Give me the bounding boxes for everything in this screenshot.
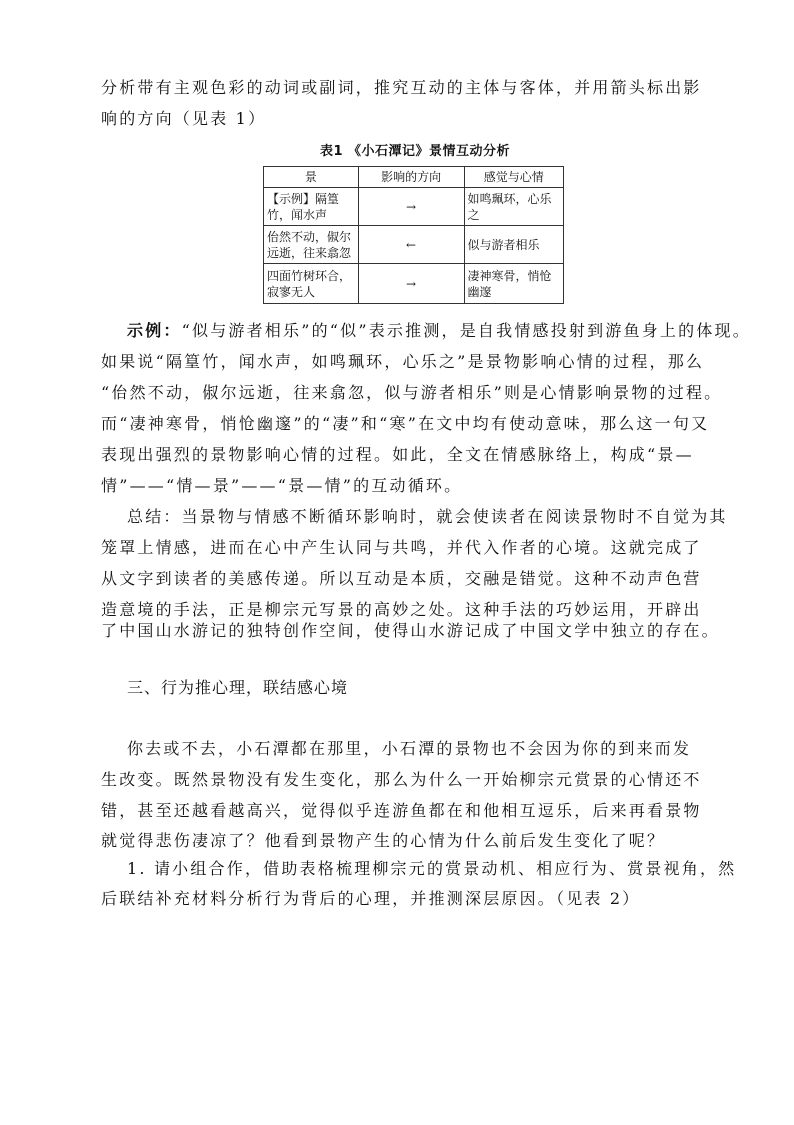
table-caption: 表1 《小石潭记》景情互动分析 [319,144,511,159]
summary-line-5: 了中国山水游记的独特创作空间，使得山水游记成了中国文学中独立的存在。 [101,621,720,640]
feeling-cell: 似与游者相乐 [464,226,564,264]
section-para-line-2: 生改变。既然景物没有发生变化，那么为什么一开始柳宗元赏景的心情还不 [101,770,702,789]
direction-cell: ← [358,226,464,264]
scene-cell: 佁然不动，俶尔远逝，往来翕忽 [264,226,359,264]
table-row [264,188,564,226]
table-header-row [264,167,564,188]
table-row [264,226,564,264]
table-row [264,264,564,304]
task-line-1: 1. 请小组合作，借助表格梳理柳宗元的赏景动机、相应行为、赏景视角，然 [127,859,737,878]
summary-line-3: 从文字到读者的美感传递。所以互动是本质，交融是错觉。这种不动声色营 [101,569,702,588]
summary-line-2: 笼罩上情感，进而在心中产生认同与共鸣，并代入作者的心境。这就完成了 [101,538,702,557]
intro-line-1: 分析带有主观色彩的动词或副词，推究互动的主体与客体，并用箭头标出影 [101,78,702,97]
scene-emotion-table [263,166,564,304]
example-line-2: 如果说“隔篁竹，闻水声，如鸣珮环，心乐之”是景物影响心情的过程，那么 [101,352,705,371]
example-line-1 [127,320,751,342]
section-title: 三、行为推心理，联结感心境 [127,678,349,697]
example-text: “似与游者相乐”的“似”表示推测，是自我情感投射到游鱼身上的体现。 [181,321,751,340]
intro-line-2: 响的方向（见表 1） [101,109,267,128]
header-scene: 景 [264,167,359,188]
header-direction: 影响的方向 [358,167,464,188]
example-line-5: 表现出强烈的景物影响心情的过程。如此，全文在情感脉络上，构成“景— [101,445,694,464]
feeling-cell: 如鸣珮环，心乐之 [464,188,564,226]
section-para-line-1: 你去或不去，小石潭都在那里，小石潭的景物也不会因为你的到来而发 [127,739,692,758]
section-para-line-4: 就觉得悲伤凄凉了？他看到景物产生的心情为什么前后发生变化了呢？ [101,831,666,850]
example-line-6: 情”——“情—景”——“景—情”的互动循环。 [101,476,463,495]
feeling-cell: 凄神寒骨，悄怆幽邃 [464,264,564,304]
direction-cell: → [358,264,464,304]
task-line-2: 后联结补充材料分析行为背后的心理，并推测深层原因。（见表 2） [101,889,641,908]
summary-line-1: 总结：当景物与情感不断循环影响时，就会使读者在阅读景物时不自觉为其 [127,507,728,526]
section-para-line-3: 错，甚至还越看越高兴，觉得似乎连游鱼都在和他相互逗乐，后来再看景物 [101,801,702,820]
example-label: 示例： [127,321,182,340]
scene-cell: 四面竹树环合，寂寥无人 [264,264,359,304]
summary-line-4: 造意境的手法，正是柳宗元写景的高妙之处。这种手法的巧妙运用，开辟出 [101,600,702,619]
scene-cell: 【示例】隔篁竹，闻水声 [264,188,359,226]
header-feeling: 感觉与心情 [464,167,564,188]
example-line-3: “佁然不动，俶尔远逝，往来翕忽，似与游者相乐”则是心情影响景物的过程。 [101,383,723,402]
direction-cell: → [358,188,464,226]
example-line-4: 而“凄神寒骨，悄怆幽邃”的“凄”和“寒”在文中均有使动意味，那么这一句又 [101,414,710,433]
